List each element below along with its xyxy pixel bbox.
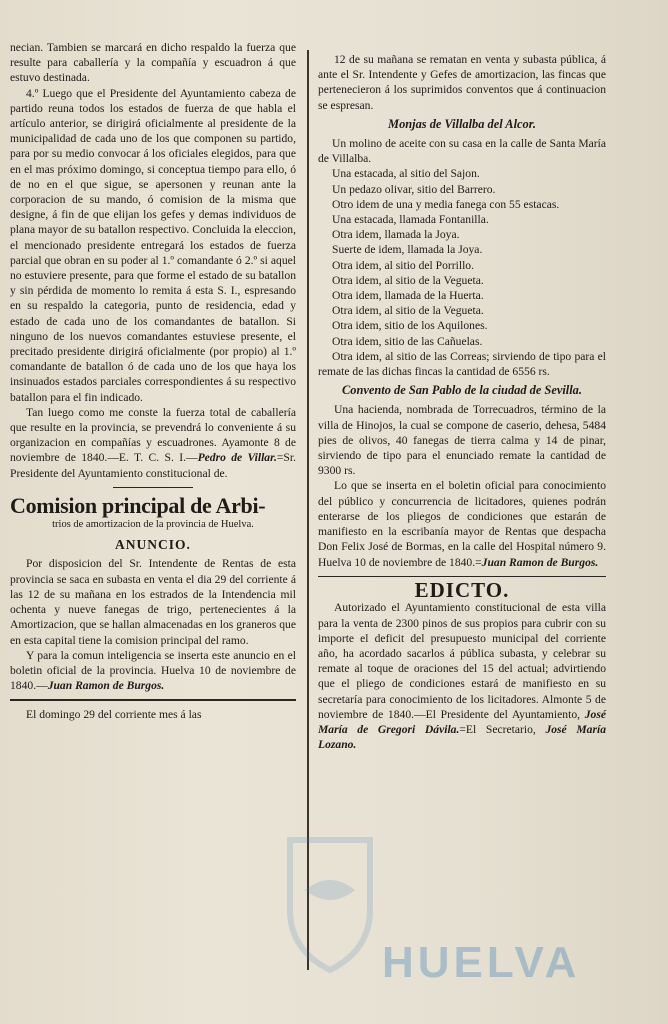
finca-item: Otro idem de una y media fanega con 55 estacas. [332,197,560,211]
signature-davila: José María de Gregori Dávila. [318,707,606,736]
finca-item: Otra idem, al sitio del Porrillo. [332,258,475,272]
paragraph-domingo: El domingo 29 del corriente mes á las [26,707,202,721]
signature-burgos: Juan Ramon de Burgos. [47,679,165,693]
edicto-title: EDICTO. [414,578,510,603]
finca-item: Otra idem, al sitio de las Correas; sirviendo de tipo para el remate de las dichas fincas la cantidad de 6556 rs. [318,349,606,379]
finca-item: Otra idem, llamada de la Huerta. [332,289,484,303]
signature-burgos-right: Juan Ramon de Burgos. [481,555,599,569]
left-column [10,40,296,722]
inserta-text: Y para la comun inteligencia se inserta este anuncio en el boletin oficial de la provincia. Huelva 10 de noviembre de 1840.— [10,648,296,693]
finca-item: Otra idem, sitio de los Aquilones. [332,319,488,333]
section-subheading: trios de amortizacion de la provincia de Huelva. [52,519,254,531]
right-column [318,52,606,752]
closing-address: =Sr. Presidente del Ayuntamiento constitucional de. [10,451,296,480]
finca-item: Una estacada, llamada Fontanilla. [332,213,489,227]
finca-item: Una estacada, al sitio del Sajon. [332,167,480,181]
edicto-text: Autorizado el Ayuntamiento constitucional de esta villa para la venta de 2300 pinos de sus propios para cubrir con su importe el deficit del presupuesto municipal del corriente año, ha acordado sacarlos á pública subasta, y celebrar su remate al toque de oraciones del 15 del actual; advirtiendo que el pliego de condiciones estará de manifiesto en su secretaría para conocimiento de los licitadores. Almonte 5 de noviembre de 1840.—El Presidente del Ayuntamiento, [318,601,606,721]
finca-item: Un molino de aceite con su casa en la calle de Santa María de Villalba. [318,137,606,166]
closing-text: Tan luego como me conste la fuerza total de caballería que resulte en la provincia, se prevendrá lo conveniente á su organizacion en compañías y escuadrones. Ayamonte 8 de noviembre de 1840.—E. T. C. S. I.— [10,405,296,465]
finca-item: Otra idem, al sitio de la Vegueta. [332,273,484,287]
paragraph-article-4: 4.º Luego que el Presidente del Ayuntamiento cabeza de partido reuna todos los estados de fuerza de que habla el artículo anterior, se dirigirá oficialmente al presidente de la municipalidad de cada uno de los que componen su partido, para por su medio convocar á los oficiales elegidos, para que en el mas próximo domingo, si conceptua tiempo para ello, ó de no en el que sigue, se apersonen y reunan ante la corporacion de su mando, ó comision de la misma que designe, á fin de que elijan los gefes y demas individuos de plana mayor de su batallon respectivo. Concluida la eleccion, el mencionado presidente entregará los estados de fuerza parcial que obran en su poder al 1.º comandante ó 2.º si aquel no estuviere presente, para que forme el estado de su batallon y sin pérdida de momento lo remita á esta S. I., espresando en su respaldo la categoria, punto de residencia, edad y estado de cada uno de los comandantes de batallon. Si ninguno de los nuevos comandantes estuviese presente, el precitado presidente dirigirá oficialmente (por propio) al 1.º comandante de batallon ó de cada uno de los que haya los insinuados estados parciales correspondientes á su respectivo batallon para el fin indicado. [10,86,296,404]
finca-item: Otra idem, llamada la Joya. [332,228,460,242]
paragraph-continuation: necian. Tambien se marcará en dicho respaldo la fuerza que resulte para caballería y la compañía y escuadron á que estuvo destinada. [10,41,296,85]
divider [318,576,606,577]
signature-lozano: José María Lozano. [318,722,606,752]
finca-item: Otra idem, sitio de las Cañuelas. [332,334,483,348]
paragraph-remate: 12 de su mañana se rematan en venta y subasta pública, á ante el Sr. Intendente y Gefes de amortizacion, las fincas que pertenecieron á los suprimidos conventos que á continuacion se espresan. [318,53,606,112]
finca-item: Suerte de idem, llamada la Joya. [332,243,483,257]
watermark-text: HUELVA [382,938,581,987]
paragraph-edicto [318,600,606,752]
section-heading: Comision principal de Arbi- [10,493,266,519]
paragraph-closing [10,405,296,481]
section-san-pablo: Convento de San Pablo de la ciudad de Sevilla. [342,383,582,398]
finca-item: Un pedazo olivar, sitio del Barrero. [332,182,496,196]
paragraph-inserta-right [318,478,606,569]
divider [113,487,193,488]
anuncio-title: ANUNCIO. [115,537,191,553]
paragraph-inserta [10,648,296,694]
paragraph-anuncio: Por disposicion del Sr. Intendente de Rentas de esta provincia se saca en subasta en venta el dia 29 del corriente á las 12 de su mañana en los estrados de la Intendencia mil ochenta y nueve fanegas de trigo, pertenecientes á la Amortizacion, que se hallan almacenadas en los graneros que en esta capital tiene la comision principal del ramo. [10,557,296,647]
paragraph-hacienda: Una hacienda, nombrada de Torrecuadros, término de la villa de Hinojos, la cual se compone de caserio, dehesa, 5484 pies de olivos, 40 fanegas de tierra calma y 14 de pinar, sirviendo de tipo para el enunciado remate la cantidad de 9300 rs. [318,403,606,478]
edicto-secretario: =El Secretario, [459,722,536,736]
finca-item: Otra idem, al sitio de la Vegueta. [332,304,484,318]
fincas-list [318,136,606,379]
signature-villar: Pedro de Villar. [197,451,277,465]
divider [10,699,296,700]
section-villalba: Monjas de Villalba del Alcor. [388,116,536,131]
inserta-right-text: Lo que se inserta en el boletin oficial para conocimiento del público y concurrencia de licitadores, quienes podrán enterarse de los pliegos de condiciones que estarán de manifiesto en la escribanía mayor de Rentas que despacha Don Felix José de Bormas, en la calle del Hospital número 9. Huelva 10 de noviembre de 1840.= [318,479,606,569]
